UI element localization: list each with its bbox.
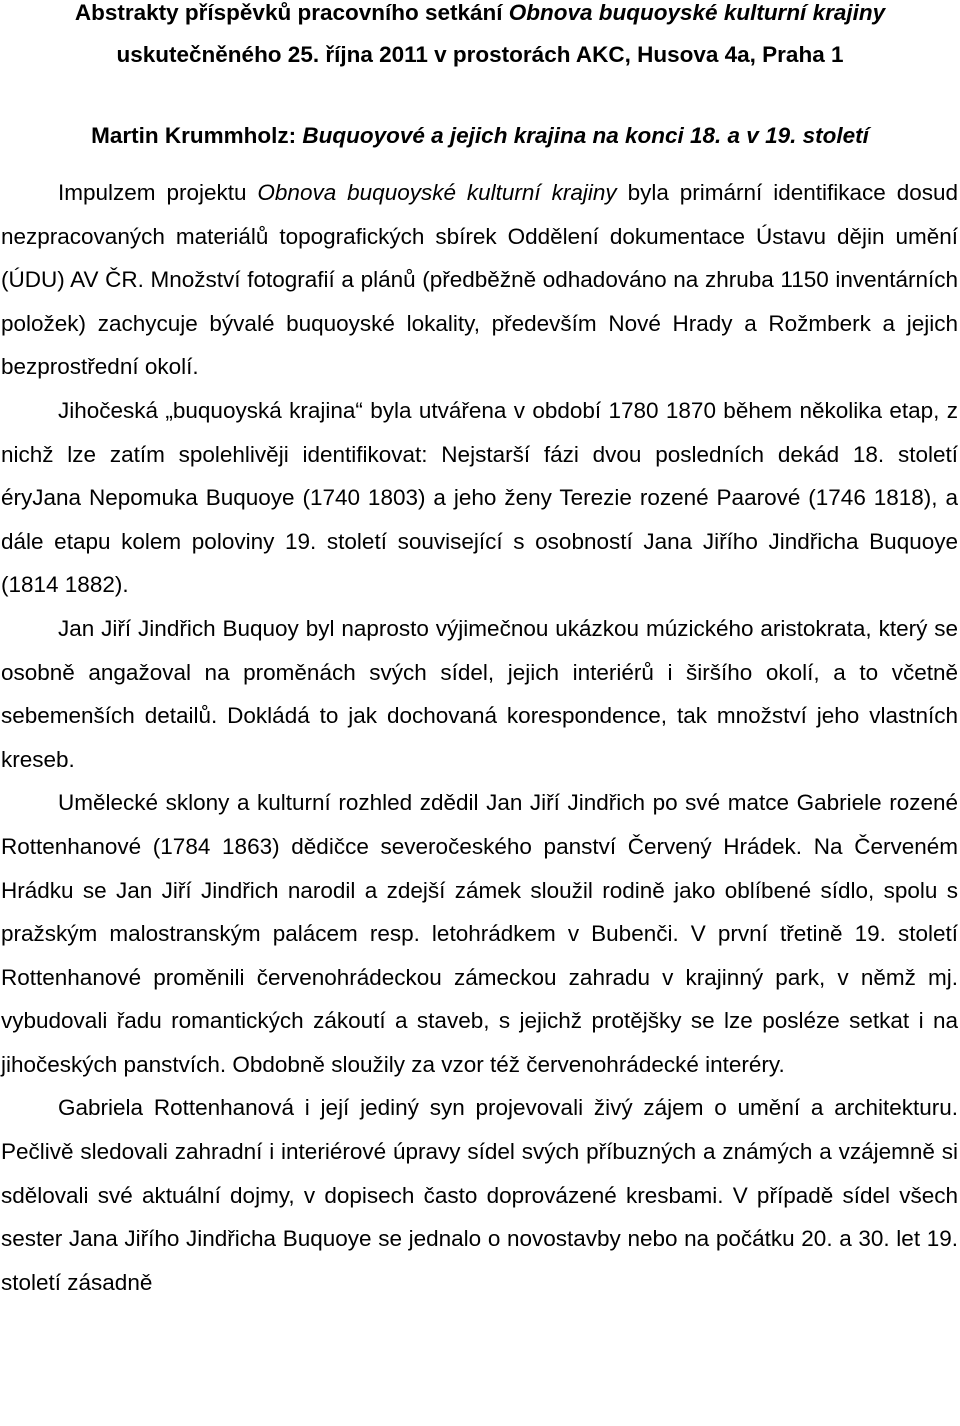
subtitle-separator: :: [288, 123, 303, 148]
talk-topic: Buquoyové a jejich krajina na konci 18. a v 19. století: [302, 123, 869, 148]
document-subtitle: [0, 115, 960, 157]
title-project-name: Obnova buquoyské kulturní krajiny: [508, 0, 886, 25]
paragraph-1: [1, 171, 958, 389]
paragraph-3: Jan Jiří Jindřich Buquoy byl naprosto výjimečnou ukázkou múzického aristokrata, který se osobně angažoval na proměnách svých sídel, jejich interiérů i širšího okolí, a to včetně sebemenších detailů. Dokládá to jak dochovaná korespondence, tak množství jeho vlastních kreseb.: [1, 615, 958, 772]
document-title: [0, 0, 960, 76]
title-part-1: Abstrakty příspěvků pracovního setkání: [74, 0, 509, 25]
paragraph-5: Gabriela Rottenhanová i její jediný syn projevovali živý zájem o umění a architekturu. Pečlivě sledovali zahradní i interiérové úpravy sídel svých příbuzných a známých a vzájemně si sdělovali své aktuální dojmy, v dopisech často doprovázené kresbami. V případě sídel všech sester Jana Jiřího Jindřicha Buquoye se jednalo o novostavby nebo na počátku 20. a 30. let 19. století zásadně: [1, 1095, 958, 1295]
paragraph-4: Umělecké sklony a kulturní rozhled zdědil Jan Jiří Jindřich po své matce Gabriele rozené Rottenhanové (1784 1863) dědičce severočeského panství Červený Hrádek. Na Červeném Hrádku se Jan Jiří Jindřich narodil a zdejší zámek sloužil rodině jako oblíbené sídlo, spolu s pražským malostranským palácem resp. letohrádkem v Bubenči. V první třetině 19. století Rottenhanové proměnili červenohrádeckou zámeckou zahradu v krajinný park, v němž mj. vybudovali řadu romantických zákoutí a staveb, s jejichž protějšky se lze posléze setkat i na jihočeských panstvích. Obdobně sloužily za vzor též červenohrádecké interéry.: [1, 790, 958, 1077]
paragraph-1-rest: byla primární identifikace dosud nezpracovaných materiálů topografických sbírek Oddělení dokumentace Ústavu dějin umění (ÚDU) AV ČR. Množství fotografií a plánů (předběžně odhadováno na zhruba 1150 inventárních položek) zachycuje bývalé buquoyské lokality, především Nové Hrady a Rožmberk a jejich bezprostřední okolí.: [1, 180, 958, 380]
paragraph-2: Jihočeská „buquoyská krajina“ byla utvářena v období 1780 1870 během několika etap, z nichž lze zatím spolehlivěji identifikovat: Nejstarší fázi dvou posledních dekád 18. století éryJana Nepomuka Buquoye (1740 1803) a jeho ženy Terezie rozené Paarové (1746 1818), a dále etapu kolem poloviny 19. století související s osobností Jana Jiřího Jindřicha Buquoye (1814 1882).: [1, 397, 958, 598]
paragraph-1-start: Impulzem projektu: [58, 180, 258, 205]
abstract-body: [0, 171, 960, 1304]
paragraph-1-project-name: Obnova buquoyské kulturní krajiny: [257, 180, 617, 205]
author-name: Martin Krummholz: [91, 123, 289, 148]
title-part-3: uskutečněného 25. října 2011 v prostorách AKC, Husova 4a, Praha 1: [116, 42, 844, 67]
